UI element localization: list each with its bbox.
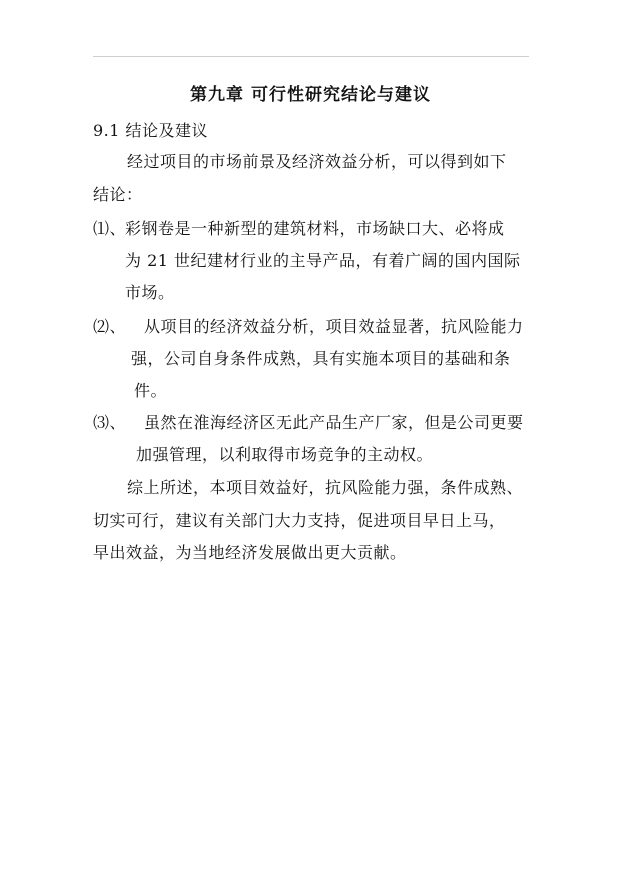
item-1-line-1: 彩钢卷是一种新型的建筑材料，市场缺口大、必将成 bbox=[125, 219, 505, 238]
item-3-line-1: 虽然在淮海经济区无此产品生产厂家，但是公司更要 bbox=[144, 413, 524, 432]
summary-line-2: 切实可行，建议有关部门大力支持，促进项目早日上马， bbox=[93, 511, 506, 530]
header-rule bbox=[93, 56, 529, 57]
intro-line-2: 结论： bbox=[93, 185, 143, 204]
item-2-line-2: 强，公司自身条件成熟，具有实施本项目的基础和条 bbox=[131, 349, 511, 368]
item-2-number: ⑵、 bbox=[93, 317, 127, 336]
summary-line-3: 早出效益，为当地经济发展做出更大贡献。 bbox=[93, 543, 407, 562]
section-heading: 9.1 结论及建议 bbox=[93, 121, 209, 140]
item-1-number: ⑴、 bbox=[93, 219, 127, 238]
item-1-line-2: 为 21 世纪建材行业的主导产品，有着广阔的国内国际 bbox=[125, 251, 521, 270]
summary-line-1: 综上所述，本项目效益好，抗风险能力强，条件成熟、 bbox=[127, 478, 524, 497]
chapter-title: 第九章 可行性研究结论与建议 bbox=[190, 85, 431, 105]
item-3-line-2: 加强管理，以利取得市场竞争的主动权。 bbox=[136, 445, 434, 464]
item-2-line-1: 从项目的经济效益分析，项目效益显著，抗风险能力 bbox=[144, 317, 524, 336]
intro-line-1: 经过项目的市场前景及经济效益分析，可以得到如下 bbox=[127, 152, 507, 171]
item-3-number: ⑶、 bbox=[93, 413, 127, 432]
item-1-line-3: 市场。 bbox=[125, 283, 175, 302]
item-2-line-3: 件。 bbox=[134, 381, 168, 400]
